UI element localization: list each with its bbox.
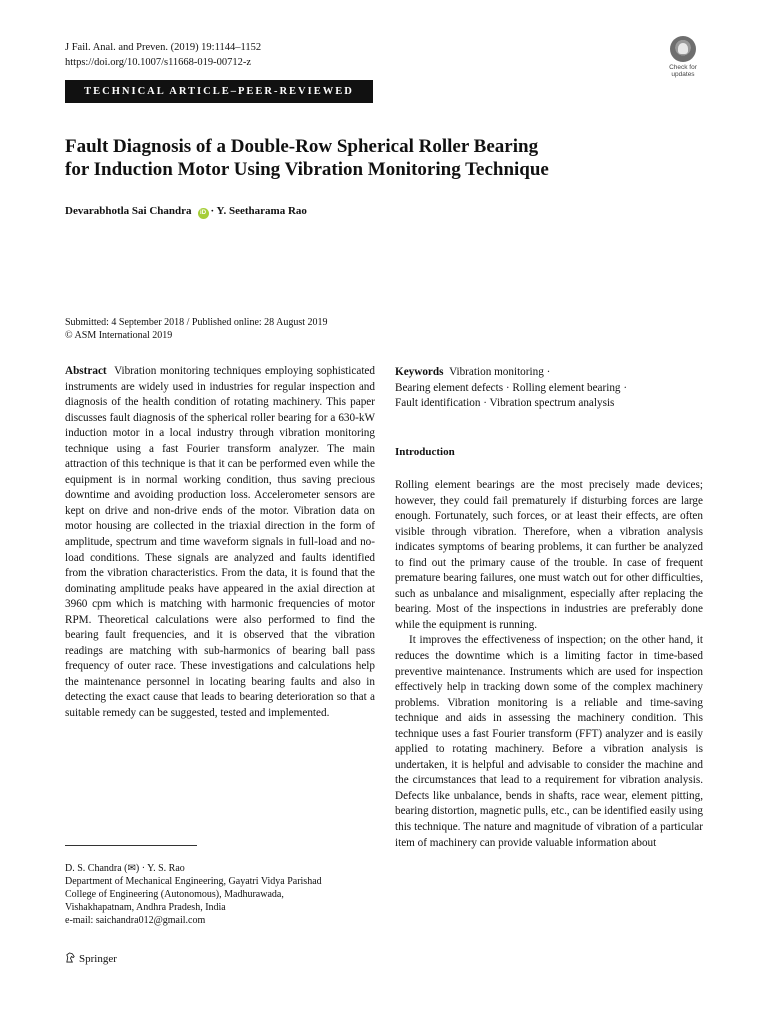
section-heading-introduction: Introduction xyxy=(395,446,455,458)
introduction-body xyxy=(395,478,703,851)
author-separator: · xyxy=(210,205,215,217)
springer-horse-icon xyxy=(65,952,76,963)
copyright: © ASM International 2019 xyxy=(65,330,173,341)
publisher-footer xyxy=(65,952,117,965)
journal-line: J Fail. Anal. and Preven. (2019) 19:1144–1152 xyxy=(65,42,262,53)
keyword-line: Vibration monitoring · xyxy=(449,366,551,378)
author-list xyxy=(65,205,307,219)
author-name[interactable]: Y. Seetharama Rao xyxy=(216,205,307,217)
submission-date: Submitted: 4 September 2018 / Published online: 28 August 2019 xyxy=(65,317,328,328)
check-updates-label: Check for updates xyxy=(669,64,697,78)
paragraph: It improves the effectiveness of inspection; on the other hand, it reduces the downtime which is a limiting factor in time-based preventive maintenance. Instruments which are used for inspection effectively help in tracking down some of the complex machinery problems. Vibration monitoring is a reliable and time-saving technique and aids in assessing the machinery condition. This technique uses a fast Fourier transform (FFT) analyzer and is easily applied to rotating machinery. Before a vibration analysis is undertaken, it is helpful and advisable to consider the machine and the circumstances that lead to a requirement for vibration analysis. Defects like unbalance, bends in shafts, race wear, element pitting, bearing distortion, magnetic pulls, etc., can be identified easily using this technique. The nature and magnitude of vibration of a particular item of machinery can provide valuable information about xyxy=(395,634,703,849)
check-for-updates-button[interactable] xyxy=(664,36,702,78)
abstract-section xyxy=(65,364,375,722)
abstract-heading: Abstract xyxy=(65,365,107,377)
paragraph: Rolling element bearings are the most precisely made devices; however, they could fail prematurely if disturbing forces are large enough. Fortunately, such forces, or at least their effects, are often visible through vibration. Therefore, when a vibration analysis indicates symptoms of bearing problems, it can further be analyzed to find out the primary cause of the trouble. In case of frequent premature bearing failures, one must watch out for other difficulties, such as unbalance and misalignment, especially after replacing the bearing. Most of the inspections in industries are preferably done while the equipment is running. xyxy=(395,479,703,631)
bookmark-icon xyxy=(670,36,696,62)
keyword-line: Bearing element defects · Rolling element bearing · xyxy=(395,381,628,394)
article-type-banner: TECHNICAL ARTICLE–PEER-REVIEWED xyxy=(65,80,373,103)
affiliation-authors: D. S. Chandra (✉) · Y. S. Rao xyxy=(65,863,185,874)
paper-title: Fault Diagnosis of a Double-Row Spherical Roller Bearing for Induction Motor Using Vibration Monitoring Technique xyxy=(65,136,549,180)
affiliation-dept: Department of Mechanical Engineering, Gayatri Vidya Parishad xyxy=(65,876,322,887)
doi-link[interactable]: https://doi.org/10.1007/s11668-019-00712-z xyxy=(65,57,252,68)
author-name[interactable]: Devarabhotla Sai Chandra xyxy=(65,205,192,217)
journal-citation xyxy=(65,40,261,70)
keywords-section xyxy=(395,365,703,412)
affiliation-email[interactable]: e-mail: saichandra012@gmail.com xyxy=(65,915,206,926)
orcid-icon[interactable]: iD xyxy=(198,208,209,219)
affiliation-college: College of Engineering (Autonomous), Madhurawada, xyxy=(65,889,284,900)
affiliation-city: Vishakhapatnam, Andhra Pradesh, India xyxy=(65,902,226,913)
footnote-divider xyxy=(65,845,197,846)
publisher-name: Springer xyxy=(79,953,117,965)
author-affiliation xyxy=(65,862,375,927)
keywords-heading: Keywords xyxy=(395,366,444,378)
abstract-text: Vibration monitoring techniques employing sophisticated instruments are widely used in industries for regular inspection and diagnosis of the health condition of rotating machinery. This paper discusses fault diagnosis of the spherical roller bearing for a 630-kW induction motor in a local industry through vibration monitoring technique using a fast Fourier transform analyzer. The main attraction of this technique is that it can be performed even while the equipment is in normal working condition, thus saving precious downtime and avoiding production loss. Accelerometer sensors are kept on drive and non-drive ends of the motor. Vibration data on motor housing are collected in the triaxial direction in the form of amplitude, spectrum and time waveform signals in full-load and no-load conditions. These signals are analyzed and faults identified from the vibration characteristics. From the data, it is found that the dominating amplitude peaks have appeared in the axial direction at 3960 cpm which is matching with harmonic frequencies of motor RPM. Theoretical calculations were also performed to find the bearing fault frequencies, and it is observed that the vibration readings are matching with sub-harmonics of bearing ball pass frequency of outer race. These investigations and calculations help the maintenance personnel in locating bearing faults and also in detecting the exact cause that leads to bearing deterioration so that a suitable remedy can be suggested, tested and implemented. xyxy=(65,365,375,720)
publication-dates xyxy=(65,316,328,342)
keyword-line: Fault identification · Vibration spectrum analysis xyxy=(395,397,615,410)
